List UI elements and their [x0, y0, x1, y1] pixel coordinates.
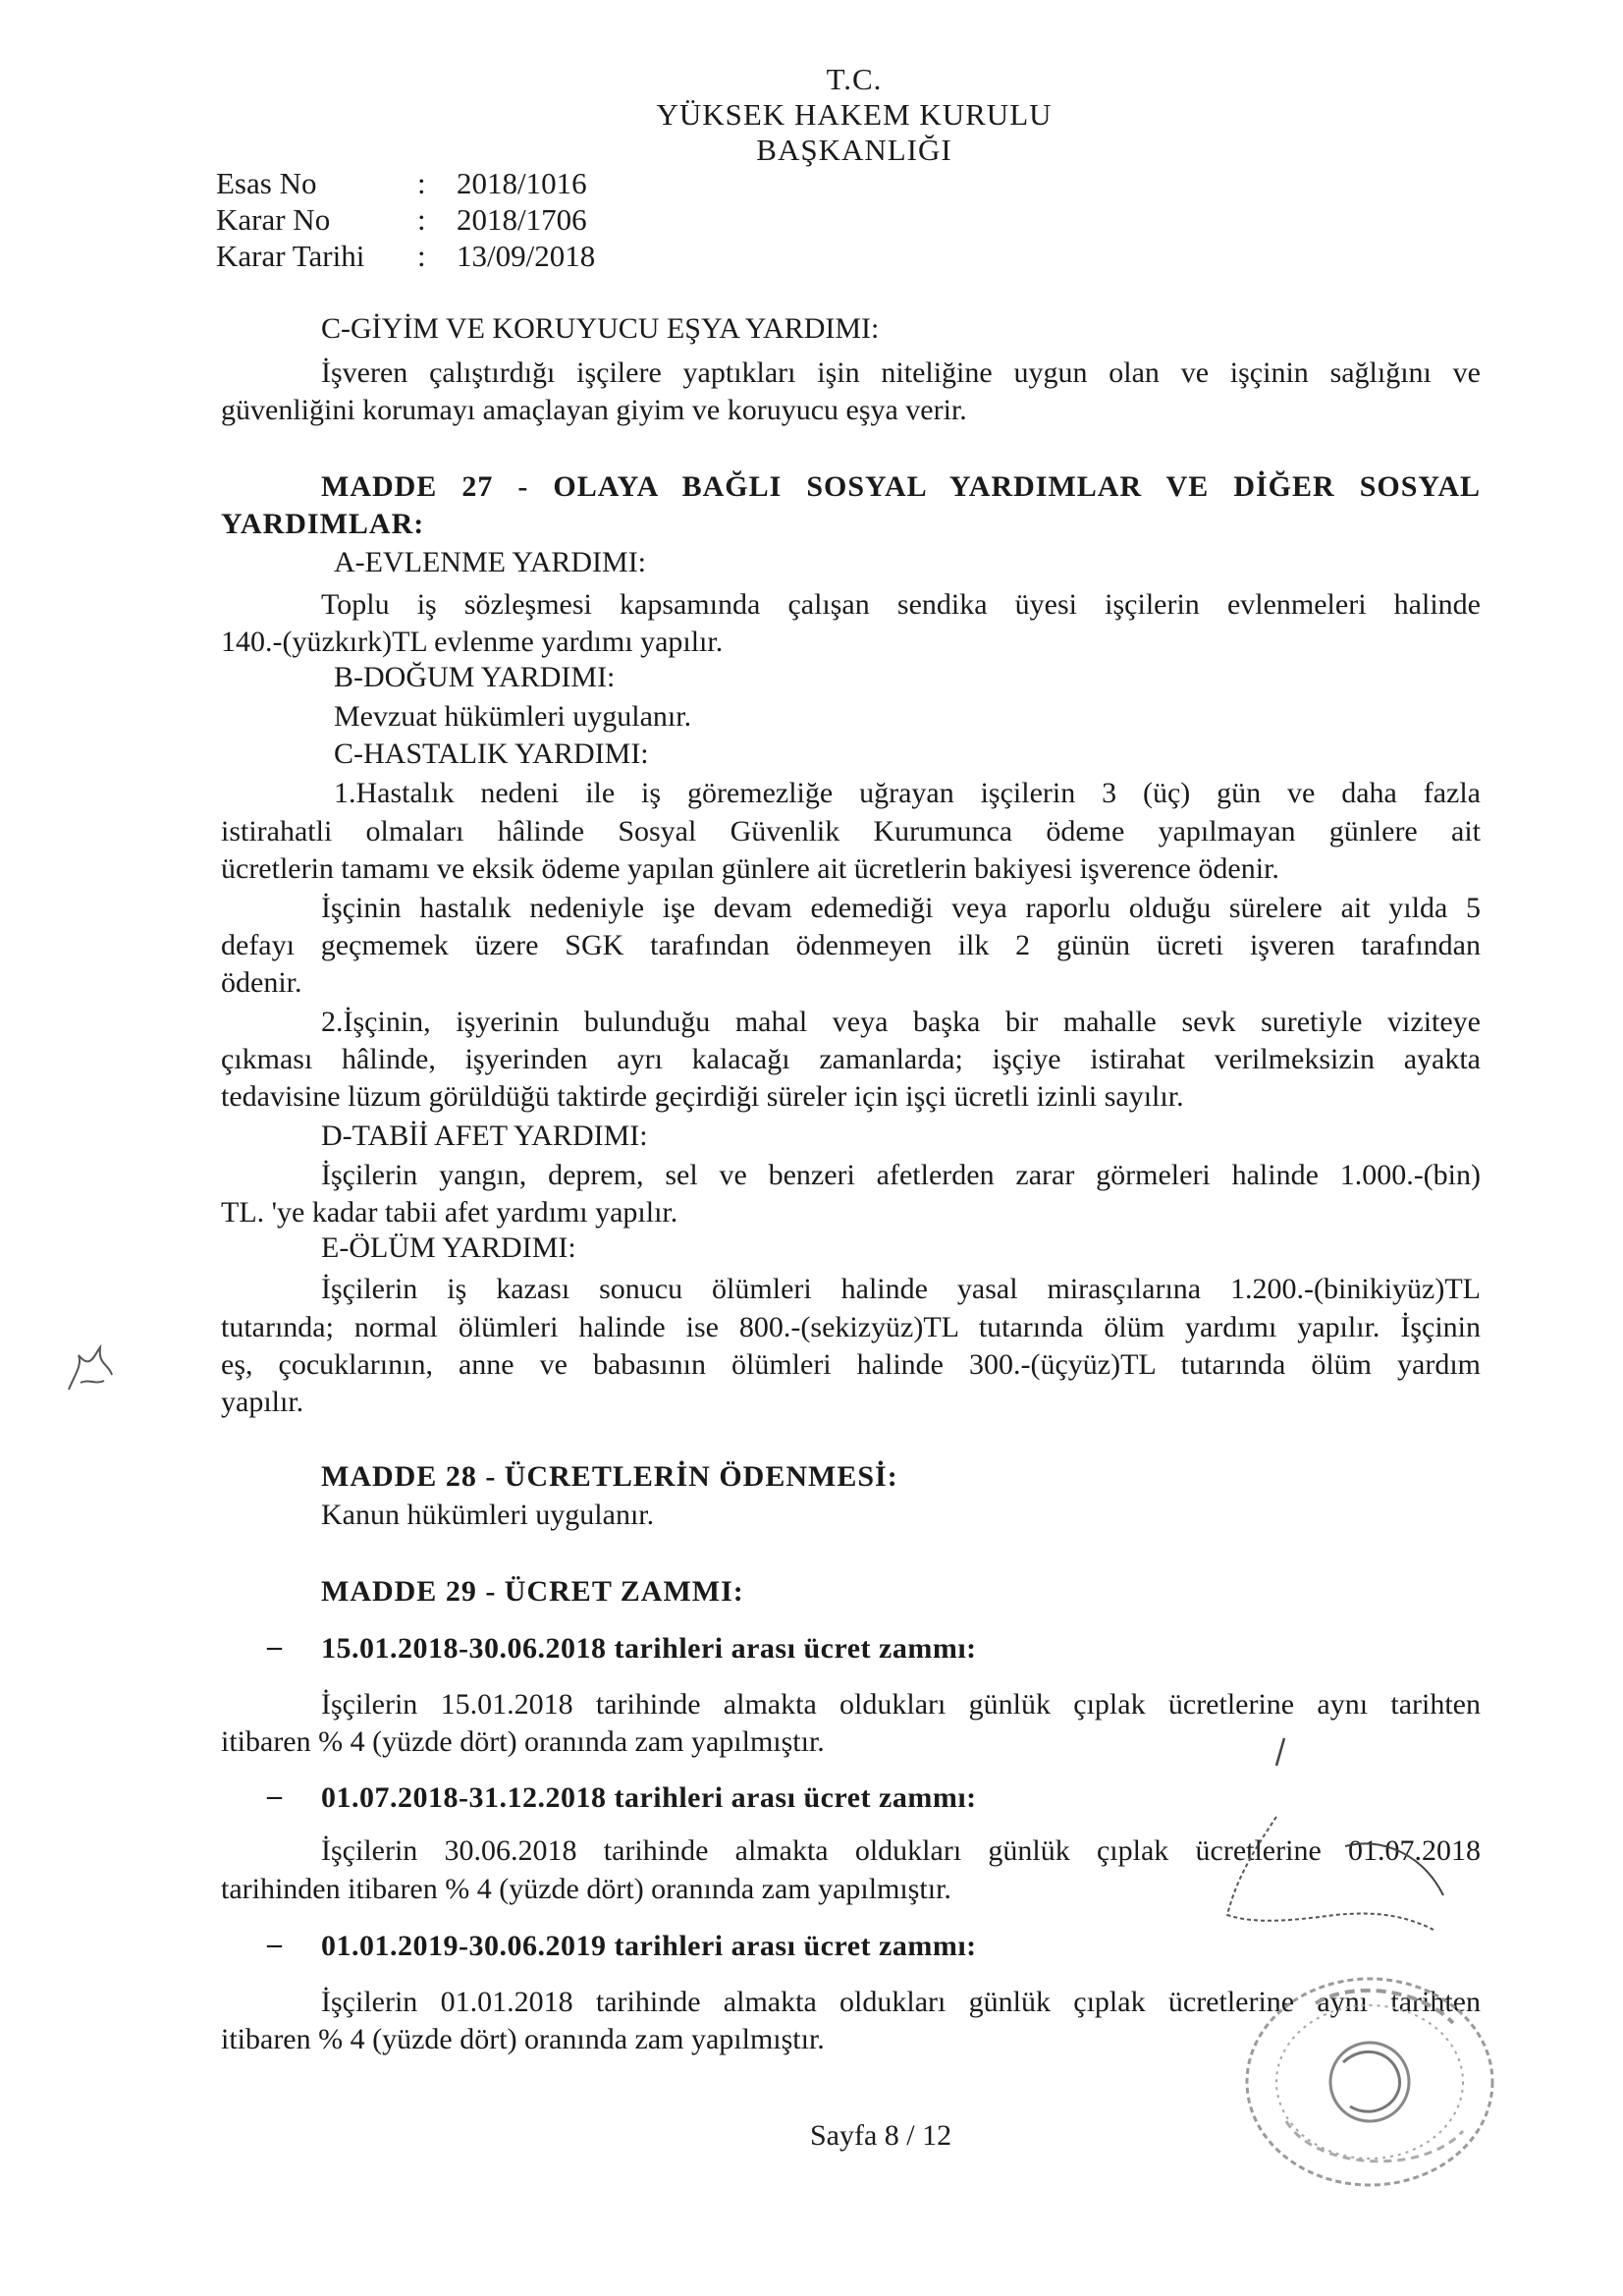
meta-karar — [216, 201, 587, 238]
esas-value: 2018/1016 — [457, 166, 587, 200]
karar-label: Karar No — [216, 202, 331, 237]
afet-line1: İşçilerin yangın, deprem, sel ve benzeri afetlerden zarar görmeleri halinde 1.000.-(bin) — [321, 1159, 1481, 1191]
meta-esas — [216, 165, 587, 201]
dash-2: – — [267, 1779, 282, 1812]
dogum-line1: Mevzuat hükümleri uygulanır. — [334, 700, 692, 733]
evlenme-line1: Toplu iş sözleşmesi kapsamında çalışan sendika üyesi işçilerin evlenmeleri halinde — [321, 588, 1481, 621]
madde-28-title: MADDE 28 - ÜCRETLERİN ÖDENMESİ: — [321, 1460, 898, 1493]
signature-mark — [1217, 1728, 1492, 1944]
afet-line2: TL. 'ye kadar tabii afet yardımı yapılır. — [221, 1196, 678, 1229]
olum-line2: tutarında; normal ölümleri halinde ise 800.-(sekizyüz)TL tutarında ölüm yardımı yapılır. İşçinin — [221, 1311, 1481, 1343]
zam-period-3-line1: İşçilerin 01.01.2018 tarihinde almakta oldukları günlük çıplak ücretlerine aynı tarihten — [321, 1986, 1481, 2018]
sec-c-title: C-GİYİM VE KORUYUCU EŞYA YARDIMI: — [321, 312, 880, 345]
tarih-value: 13/09/2018 — [457, 239, 596, 273]
olum-title: E-ÖLÜM YARDIMI: — [321, 1231, 576, 1264]
hastalik-line1: 1.Hastalık nedeni ile iş göremezliğe uğrayan işçilerin 3 (üç) gün ve daha fazla — [334, 777, 1481, 809]
hastalik-line7: 2.İşçinin, işyerinin bulunduğu mahal veya başka bir mahalle sevk suretiyle viziteye — [321, 1006, 1481, 1038]
olum-line4: yapılır. — [221, 1386, 304, 1418]
evlenme-title: A-EVLENME YARDIMI: — [334, 546, 647, 578]
karar-sep: : — [417, 202, 426, 237]
page-number: Sayfa 8 / 12 — [810, 2119, 952, 2152]
olum-line1: İşçilerin iş kazası sonucu ölümleri halinde yasal mirasçılarına 1.200.-(binikiyüz)TL — [321, 1273, 1481, 1305]
madde-29-title: MADDE 29 - ÜCRET ZAMMI: — [321, 1575, 744, 1608]
dogum-title: B-DOĞUM YARDIMI: — [334, 661, 616, 693]
margin-initials-signature — [61, 1336, 120, 1404]
sec-c-line2: güvenliğini korumayı amaçlayan giyim ve koruyucu eşya verir. — [221, 394, 967, 426]
dash-1: – — [267, 1630, 282, 1663]
header-line-baskanlik: BAŞKANLIĞI — [756, 133, 952, 167]
header-line-kurul: YÜKSEK HAKEM KURULU — [656, 97, 1053, 132]
zam-period-1-line1: İşçilerin 15.01.2018 tarihinde almakta oldukları günlük çıplak ücretlerine aynı tarihten — [321, 1688, 1481, 1721]
olum-line3: eş, çocuklarının, anne ve babasının ölümleri halinde 300.-(üçyüz)TL tutarında ölüm yardım — [221, 1348, 1481, 1381]
hastalik-line5: defayı geçmemek üzere SGK tarafından ödenmeyen ilk 2 günün ücreti işveren tarafından — [221, 929, 1481, 961]
karar-value: 2018/1706 — [457, 202, 587, 237]
esas-sep: : — [417, 166, 426, 200]
madde-27-title-2: YARDIMLAR: — [221, 508, 425, 540]
header-line-tc: T.C. — [826, 62, 883, 96]
meta-tarih — [216, 238, 595, 274]
zam-period-2-line2: tarihinden itibaren % 4 (yüzde dört) oranında zam yapılmıştır. — [221, 1873, 951, 1905]
official-seal-stamp — [1227, 1964, 1512, 2200]
zam-period-3-line2: itibaren % 4 (yüzde dört) oranında zam yapılmıştır. — [221, 2023, 825, 2055]
zam-period-3-title: 01.01.2019-30.06.2019 tarihleri arası ücret zammı: — [321, 1930, 977, 1962]
zam-period-1-title: 15.01.2018-30.06.2018 tarihleri arası ücret zammı: — [321, 1632, 977, 1665]
madde-28-line1: Kanun hükümleri uygulanır. — [321, 1499, 655, 1531]
zam-period-2-line1: İşçilerin 30.06.2018 tarihinde almakta oldukları günlük çıplak ücretlerine 01.07.2018 — [321, 1834, 1481, 1867]
sec-c-line1: İşveren çalıştırdığı işçilere yaptıkları işin niteliğine uygun olan ve işçinin sağlığını ve — [321, 356, 1481, 389]
hastalik-line3: ücretlerin tamamı ve eksik ödeme yapılan günlere ait ücretlerin bakiyesi işverence ödenir. — [221, 852, 1279, 885]
hastalik-title: C-HASTALIK YARDIMI: — [334, 738, 649, 770]
zam-period-2-title: 01.07.2018-31.12.2018 tarihleri arası ücret zammı: — [321, 1781, 977, 1814]
hastalik-line8: çıkması hâlinde, işyerinden ayrı kalacağı zamanlarda; işçiye istirahat verilmeksizin ayakta — [221, 1043, 1481, 1075]
esas-label: Esas No — [216, 166, 317, 200]
hastalik-line2: istirahatli olmaları hâlinde Sosyal Güvenlik Kurumunca ödeme yapılmayan günlere ait — [221, 815, 1481, 847]
evlenme-line2: 140.-(yüzkırk)TL evlenme yardımı yapılır. — [221, 626, 724, 658]
afet-title: D-TABİİ AFET YARDIMI: — [321, 1120, 648, 1152]
hastalik-line6: ödenir. — [221, 966, 302, 999]
tarih-label: Karar Tarihi — [216, 239, 365, 273]
madde-27-title-1: MADDE 27 - OLAYA BAĞLI SOSYAL YARDIMLAR VE DİĞER SOSYAL — [321, 470, 1481, 503]
dash-3: – — [267, 1928, 282, 1960]
zam-period-1-line2: itibaren % 4 (yüzde dört) oranında zam yapılmıştır. — [221, 1725, 825, 1758]
tarih-sep: : — [417, 239, 426, 273]
hastalik-line9: tedavisine lüzum görüldüğü taktirde geçirdiği süreler için işçi ücretli izinli sayılır. — [221, 1080, 1184, 1113]
hastalik-line4: İşçinin hastalık nedeniyle işe devam edemediği veya raporlu olduğu sürelere ait yılda 5 — [321, 892, 1481, 924]
